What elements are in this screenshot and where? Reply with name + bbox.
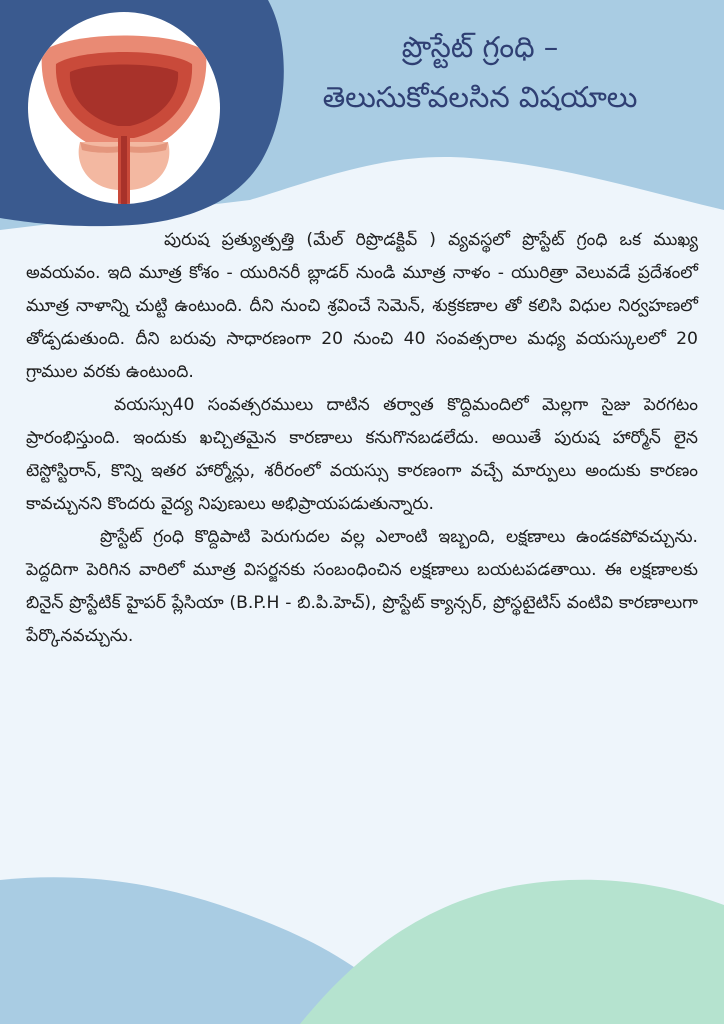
title-line-1: ప్రొస్టేట్ గ్రంధి – [401,30,559,64]
title-line-2: తెలుసుకోవలసిన విషయాలు [322,80,638,114]
paragraph-3: ప్రొస్టేట్ గ్రంధి కొద్దిపాటి పెరుగుదల వల్ల ఎలాంటి ఇబ్బంది, లక్షణాలు ఉండకపోవచ్చును. పెద్దదిగా పెరిగిన వారిలో మూత్ర విసర్జనకు సంబంధించిన లక్షణాలు బయటపడతాయి. ఈ లక్షణాలకు బినైన్ ప్రొస్టేటిక్ హైపర్ ప్లేసియా (B.P.H - బి.పి.హెచ్), ప్రొస్టేట్ క్యాన్సర్, ప్రోస్థటైటిస్ వంటివి కారణాలుగా పేర్కొనవచ్చును. [26,527,698,646]
prostate-anatomy-icon [28,12,220,204]
paragraph-2: వయస్సు40 సంవత్సరములు దాటిన తర్వాత కొద్దిమందిలో మెల్లగా సైజు పెరగటం ప్రారంభిస్తుంది. ఇందుకు ఖచ్చితమైన కారణాలు కనుగొనబడలేదు. అయితే పురుష హార్మోన్ లైన టెస్టోస్టిరాన్, కొన్ని ఇతర హార్మోన్లు, శరీరంలో వయస్సు కారణంగా వచ్చే మార్పులు అందుకు కారణం కావచ్చునని కొందరు వైద్య నిపుణులు అభిప్రాయపడుతున్నారు. [26,395,698,514]
article-body [26,224,698,653]
bottom-right-wave-shape [300,880,724,1024]
paragraph-1: పురుష ప్రత్యుత్పత్తి (మేల్ రిప్రొడక్టివ్ ) వ్యవస్థలో ప్రొస్టేట్ గ్రంధి ఒక ముఖ్య అవయవం. ఇది మూత్ర కోశం - యురినరీ బ్లాడర్ నుండి మూత్ర నాళం - యురిత్రా వెలువడే ప్రదేశంలో మూత్ర నాళాన్ని చుట్టి ఉంటుంది. దీని నుంచి శ్రవించే సెమెన్, శుక్రకణాల తో కలిసి విధుల నిర్వహణలో తోడ్పడుతుంది. దీని బరువు సాధారణంగా 20 నుంచి 40 సంవత్సరాల మధ్య వయస్కులలో 20 గ్రాముల వరకు ఉంటుంది. [26,230,698,382]
page-title [260,22,700,122]
